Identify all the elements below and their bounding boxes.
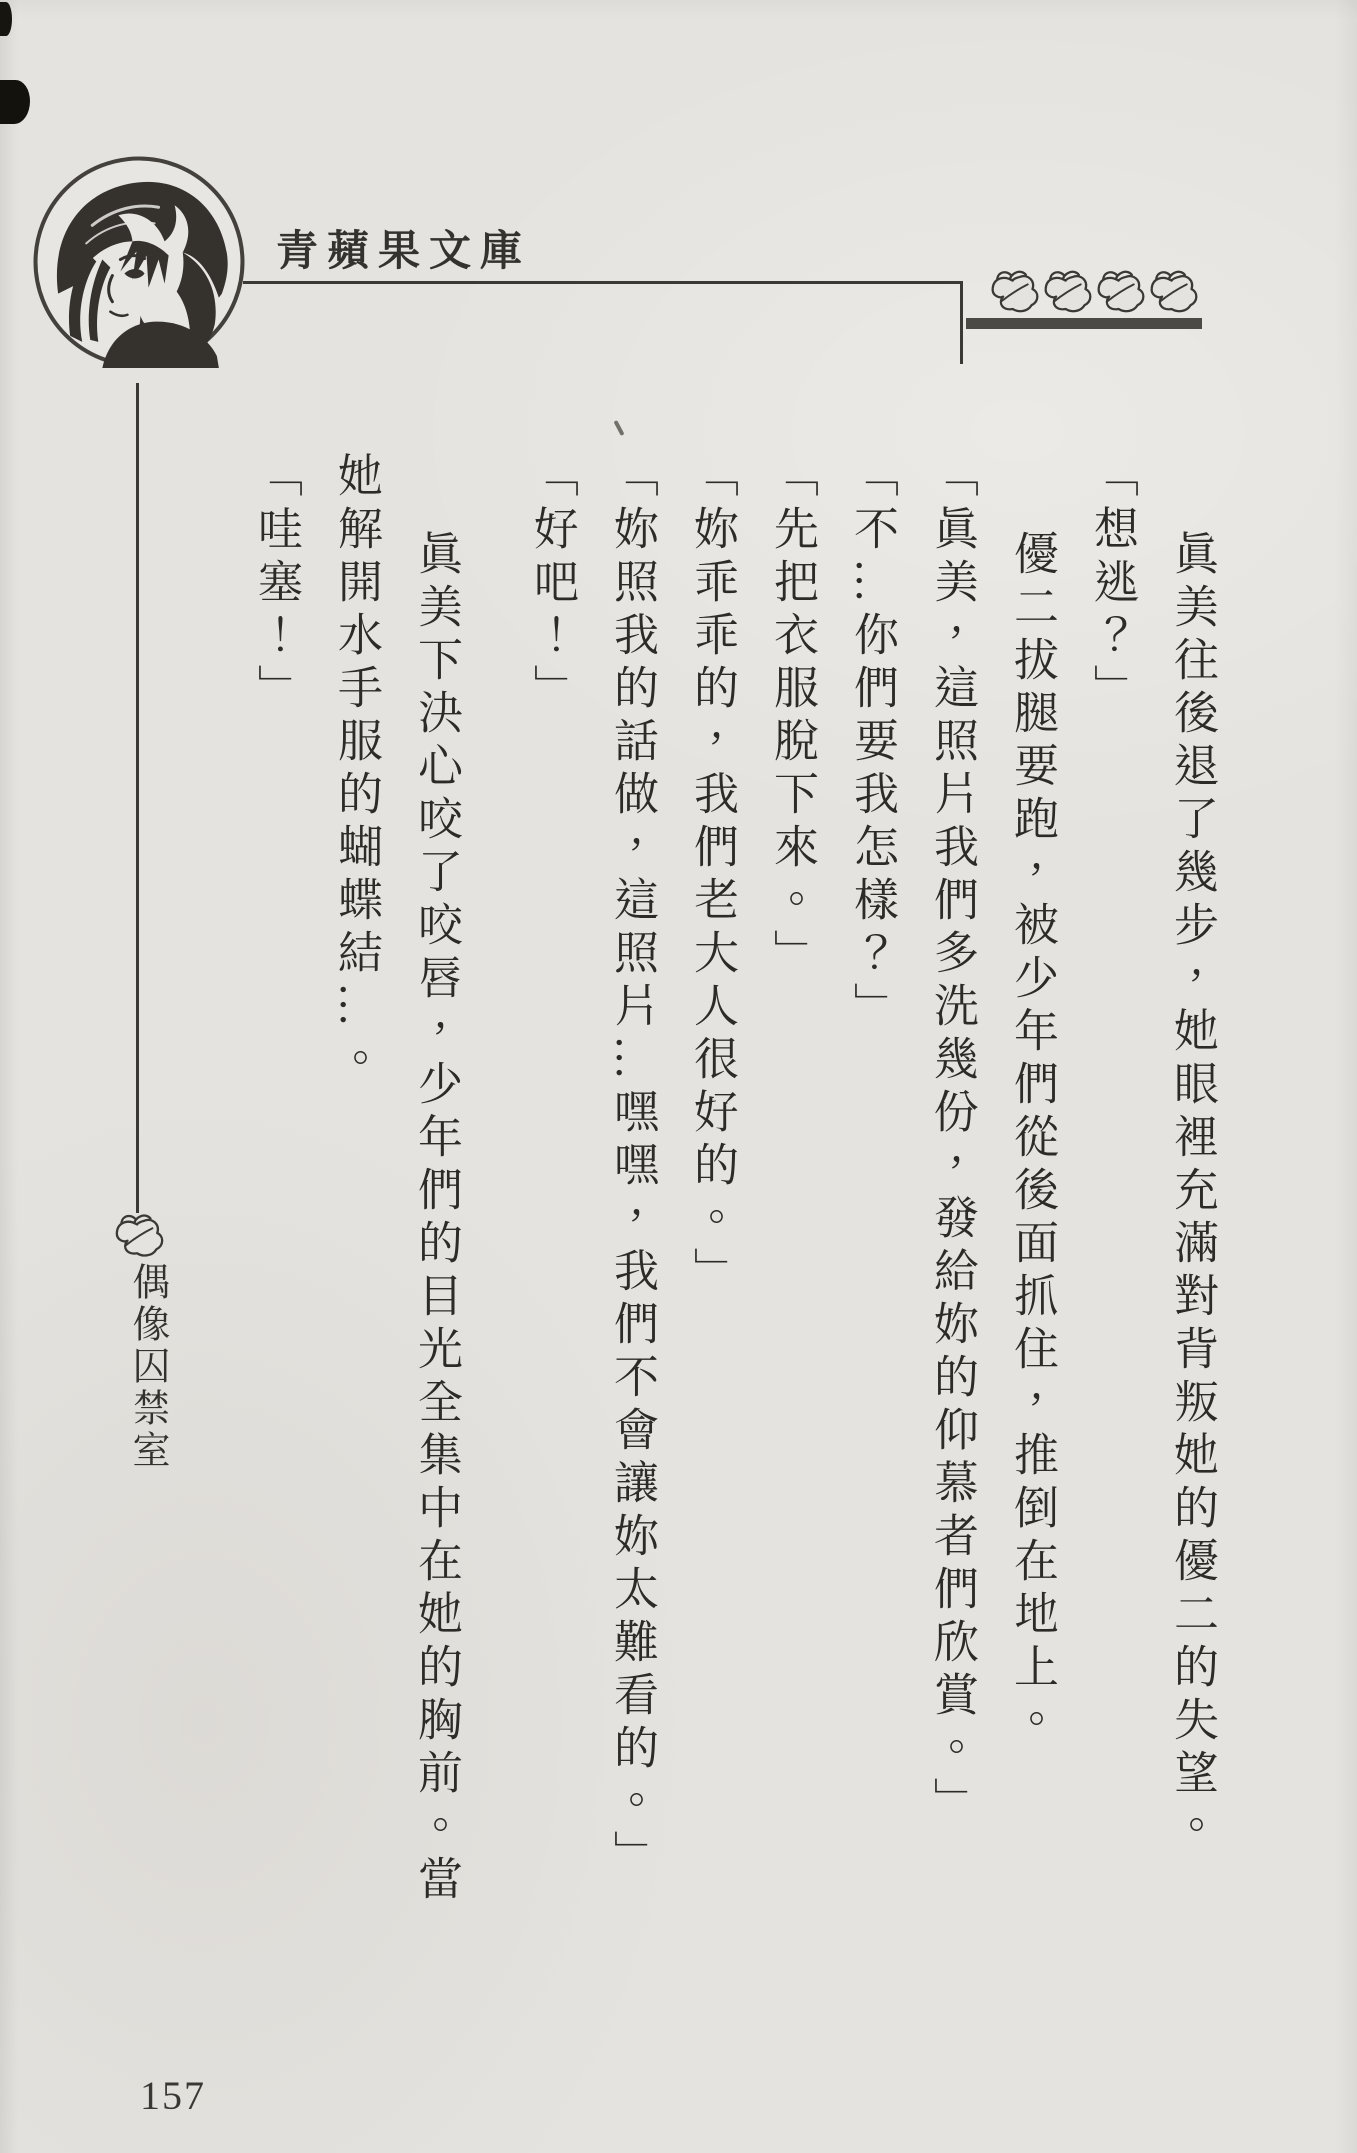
- scan-edge-mark: [0, 80, 30, 124]
- anime-girl-portrait: [32, 155, 246, 369]
- leaf-ornament-icon: [988, 266, 1041, 316]
- text-column: 她解開水手服的蝴蝶結…。: [331, 452, 381, 1088]
- text-column: 「眞美，這照片我們多洗幾份，發給妳的仰慕者們欣賞。」: [927, 452, 977, 1830]
- page-number: 157: [140, 2073, 206, 2118]
- text-column: 眞美往後退了幾步，她眼裡充滿對背叛她的優二的失望。: [1167, 530, 1217, 1855]
- header-rule-thin: [243, 281, 963, 284]
- header-rule-connector: [960, 281, 963, 364]
- leaf-ornament-icon: [1094, 266, 1147, 316]
- text-column: 「妳乖乖的，我們老大人很好的。」: [687, 452, 737, 1300]
- leaf-ornament-icon: [1147, 266, 1200, 316]
- text-column: 「妳照我的話做，這照片…嘿嘿，我們不會讓妳太難看的。」: [607, 452, 657, 1883]
- leaf-ornament-icon: [110, 1211, 168, 1259]
- text-column: 「想逃？」: [1087, 452, 1137, 717]
- chapter-title: 偶像囚禁室: [126, 1262, 168, 1472]
- scan-edge-mark: [0, 2, 12, 36]
- text-column: 「不…你們要我怎樣？」: [847, 452, 897, 1035]
- leaf-ornament-icon: [1041, 266, 1094, 316]
- series-label: 青蘋果文庫: [276, 227, 532, 274]
- text-column: 「先把衣服脫下來。」: [767, 452, 817, 982]
- scan-speck: [613, 420, 624, 436]
- text-column: 「好吧！」: [527, 452, 577, 717]
- sidebar-vertical-rule: [136, 383, 139, 1213]
- body-text-block: [236, 452, 1232, 1992]
- text-column: 「哇塞！」: [251, 452, 301, 717]
- text-column: 眞美下決心咬了咬唇，少年們的目光全集中在她的胸前。當: [411, 530, 461, 1908]
- header-ornament-row: [988, 266, 1200, 320]
- text-column: 優二拔腿要跑，被少年們從後面抓住，推倒在地上。: [1007, 530, 1057, 1749]
